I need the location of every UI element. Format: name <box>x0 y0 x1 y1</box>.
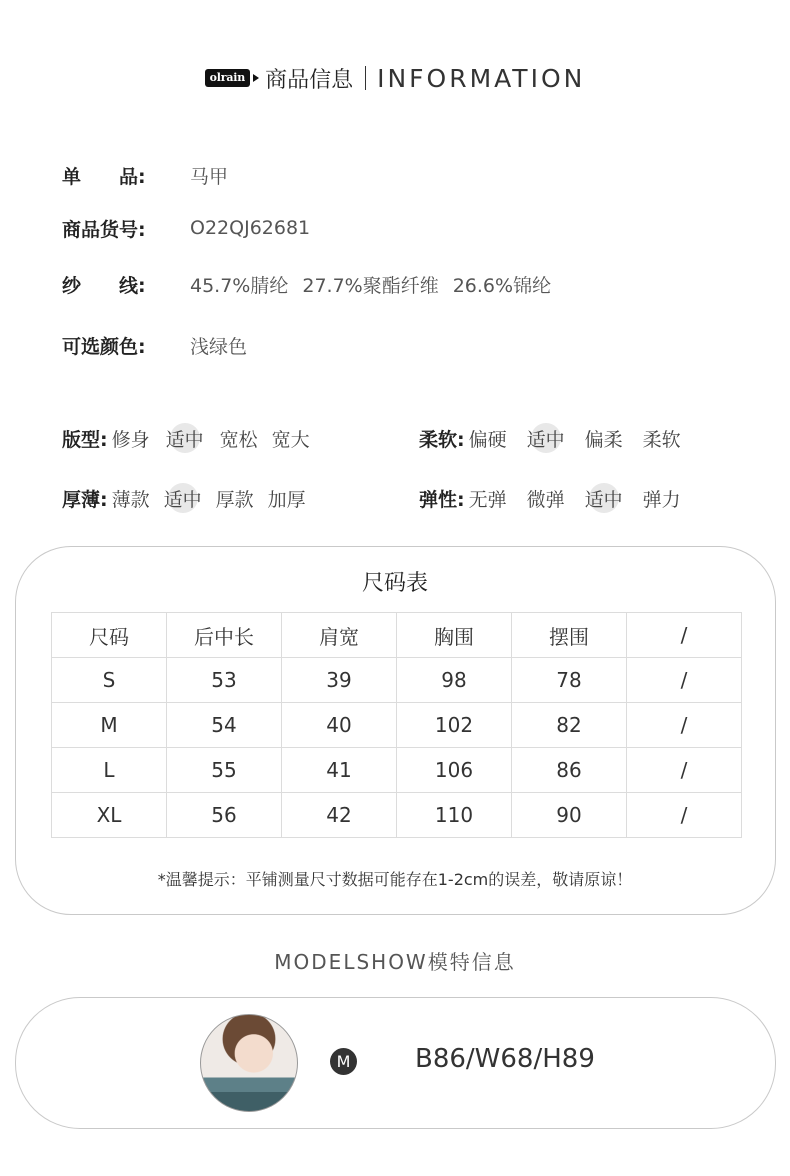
table-cell: / <box>627 793 742 838</box>
attr-option: 偏硬 <box>468 428 507 451</box>
info-value <box>190 271 565 298</box>
model-card <box>15 997 776 1129</box>
table-cell: XL <box>52 793 167 838</box>
info-row-sku <box>62 213 310 243</box>
attr-thickness <box>62 483 306 513</box>
attr-option: 无弹 <box>468 488 507 511</box>
attr-option-selected: 适中 <box>585 485 623 512</box>
logo-arrow-icon <box>253 74 259 82</box>
table-cell: M <box>52 703 167 748</box>
table-cell: 82 <box>512 703 627 748</box>
attr-option: 宽松 <box>219 428 258 451</box>
attr-label: 柔软: <box>419 428 465 451</box>
table-cell: / <box>627 658 742 703</box>
info-label: 纱 线: <box>62 274 146 297</box>
attr-option: 修身 <box>111 428 150 451</box>
table-cell: 106 <box>397 748 512 793</box>
model-measurements: B86/W68/H89 <box>415 1044 595 1074</box>
table-header-cell: 胸围 <box>397 613 512 658</box>
info-value: 马甲 <box>190 165 229 188</box>
measurement-note: *温馨提示：平铺测量尺寸数据可能存在1-2cm的误差，敬请原谅！ <box>157 870 633 889</box>
info-row-yarn <box>62 269 565 299</box>
table-row <box>52 793 742 838</box>
attr-softness <box>419 423 681 453</box>
attr-label: 版型: <box>62 428 108 451</box>
attr-option: 厚款 <box>215 488 254 511</box>
brand-logo: olrain <box>205 69 250 87</box>
table-cell: 40 <box>282 703 397 748</box>
section-title-en: INFORMATION <box>377 63 586 93</box>
table-header-cell: 摆围 <box>512 613 627 658</box>
attr-option: 加厚 <box>267 488 306 511</box>
attr-option: 宽大 <box>271 428 310 451</box>
table-cell: 54 <box>167 703 282 748</box>
info-value: 浅绿色 <box>190 335 248 358</box>
info-label: 可选颜色: <box>62 335 146 358</box>
model-heading: MODELSHOW模特信息 <box>274 950 516 974</box>
table-header-cell: 尺码 <box>52 613 167 658</box>
info-value: O22QJ62681 <box>190 217 311 239</box>
table-cell: 53 <box>167 658 282 703</box>
title-divider <box>365 66 366 90</box>
table-header-cell: 后中长 <box>167 613 282 658</box>
yarn-component: 26.6%锦纶 <box>452 274 552 297</box>
info-label: 商品货号: <box>62 218 146 241</box>
table-cell: 41 <box>282 748 397 793</box>
table-cell: 102 <box>397 703 512 748</box>
table-cell: L <box>52 748 167 793</box>
table-cell: 55 <box>167 748 282 793</box>
info-label: 单 品: <box>62 165 146 188</box>
attr-elasticity <box>419 483 681 513</box>
table-cell: S <box>52 658 167 703</box>
yarn-component: 45.7%腈纶 <box>190 274 289 297</box>
size-chart-title: 尺码表 <box>361 571 428 596</box>
size-table <box>51 612 742 838</box>
attr-fit <box>62 423 310 453</box>
table-header-cell: 肩宽 <box>282 613 397 658</box>
section-title-cn: 商品信息 <box>265 67 354 93</box>
table-cell: / <box>627 748 742 793</box>
table-header-row <box>52 613 742 658</box>
attr-option-selected: 适中 <box>164 485 202 512</box>
table-cell: 39 <box>282 658 397 703</box>
table-header-cell: / <box>627 613 742 658</box>
table-cell: / <box>627 703 742 748</box>
section-header <box>0 60 790 96</box>
table-row <box>52 658 742 703</box>
attr-option: 薄款 <box>111 488 150 511</box>
attr-label: 弹性: <box>419 488 465 511</box>
table-cell: 90 <box>512 793 627 838</box>
attr-option-selected: 适中 <box>527 425 565 452</box>
table-cell: 42 <box>282 793 397 838</box>
table-cell: 56 <box>167 793 282 838</box>
info-row-item <box>62 160 228 190</box>
model-avatar <box>200 1014 298 1112</box>
attr-option: 柔软 <box>642 428 681 451</box>
attr-option: 弹力 <box>642 488 681 511</box>
attr-option: 微弹 <box>526 488 565 511</box>
attr-option: 偏柔 <box>584 428 623 451</box>
table-row <box>52 703 742 748</box>
table-cell: 78 <box>512 658 627 703</box>
table-cell: 98 <box>397 658 512 703</box>
info-row-color <box>62 330 247 360</box>
table-cell: 86 <box>512 748 627 793</box>
yarn-component: 27.7%聚酯纤维 <box>302 274 439 297</box>
table-row <box>52 748 742 793</box>
attr-label: 厚薄: <box>62 488 108 511</box>
model-size-badge: M <box>330 1048 357 1075</box>
table-cell: 110 <box>397 793 512 838</box>
attr-option-selected: 适中 <box>166 425 204 452</box>
